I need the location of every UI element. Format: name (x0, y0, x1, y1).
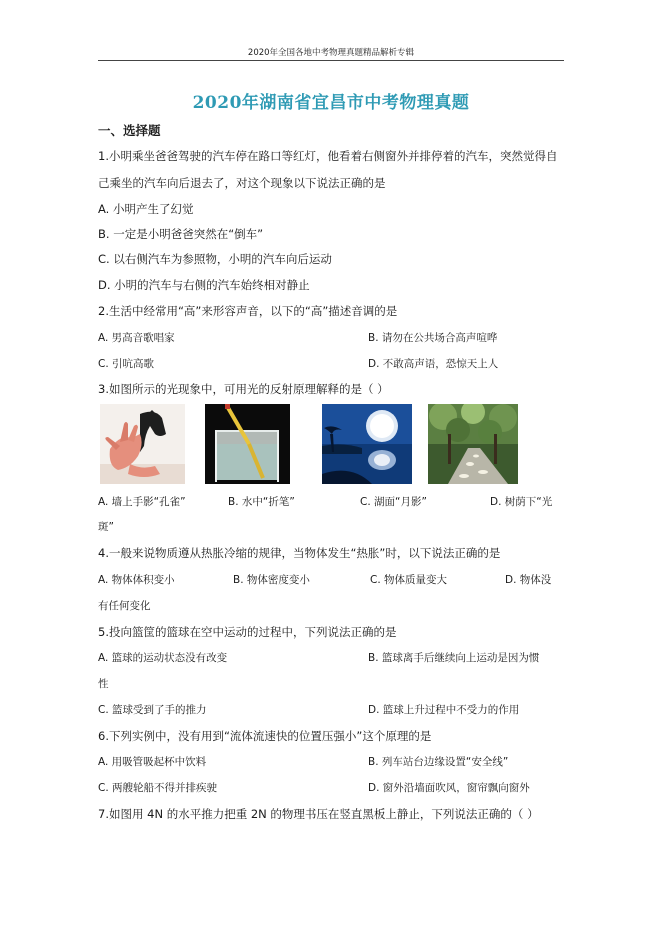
q3-option-b: B. 水中“折笔” (228, 496, 295, 508)
q3-stem: 3.如图所示的光现象中，可用光的反射原理解释的是（ ） (98, 382, 389, 396)
q6-option-a: A. 用吸管吸起杯中饮料 (98, 756, 207, 768)
q5-stem: 5.投向篮筐的篮球在空中运动的过程中，下列说法正确的是 (98, 625, 397, 639)
hand-shadow-image (100, 404, 185, 484)
q7-stem: 7.如图用 4N 的水平推力把重 2N 的物理书压在竖直黑板上静止，下列说法正确的（ ） (98, 807, 539, 821)
tree-shade-light-spots-image (428, 404, 518, 484)
q6-option-d: D. 窗外沿墙面吹风，窗帘飘向窗外 (368, 782, 530, 794)
q4-option-d-wrap: 有任何变化 (98, 600, 151, 612)
q3-option-d-wrap: 斑” (98, 521, 114, 533)
q5-option-c: C. 篮球受到了手的推力 (98, 704, 207, 716)
q6-stem: 6.下列实例中，没有用到“流体流速快的位置压强小”这个原理的是 (98, 729, 432, 743)
q1-option-c: C. 以右侧汽车为参照物，小明的汽车向后运动 (98, 252, 332, 266)
q4-option-b: B. 物体密度变小 (233, 574, 310, 586)
q1-stem-line2: 己乘坐的汽车向后退去了，对这个现象以下说法正确的是 (98, 176, 386, 190)
document-title: 2020年湖南省宜昌市中考物理真题 (192, 93, 470, 113)
q2-option-d: D. 不敢高声语，恐惊天上人 (368, 358, 499, 370)
q4-option-a: A. 物体体积变小 (98, 574, 175, 586)
q1-option-d: D. 小明的汽车与右侧的汽车始终相对静止 (98, 278, 310, 292)
page-header: 2020年全国各地中考物理真题精品解析专辑 (247, 48, 415, 58)
q5-option-b: B. 篮球离手后继续向上运动是因为惯 (368, 652, 540, 664)
q5-option-b-wrap: 性 (98, 678, 109, 690)
q6-option-b: B. 列车站台边缘设置“安全线” (368, 756, 509, 768)
q3-option-c: C. 湖面“月影” (360, 496, 427, 508)
q2-option-b: B. 请勿在公共场合高声喧哗 (368, 332, 498, 344)
q1-option-a: A. 小明产生了幻觉 (98, 202, 194, 216)
q1-stem-line1: 1.小明乘坐爸爸驾驶的汽车停在路口等红灯，他看着右侧窗外并排停着的汽车，突然觉得自 (98, 149, 558, 163)
section-heading: 一、选择题 (98, 123, 161, 138)
header-divider (98, 60, 564, 61)
q4-option-c: C. 物体质量变大 (370, 574, 448, 586)
q4-stem: 4.一般来说物质遵从热胀冷缩的规律，当物体发生“热胀”时，以下说法正确的是 (98, 546, 501, 560)
q2-option-c: C. 引吭高歌 (98, 358, 155, 370)
q4-option-d: D. 物体没 (505, 574, 552, 586)
q5-option-a: A. 篮球的运动状态没有改变 (98, 652, 228, 664)
q3-option-d: D. 树荫下“光 (490, 496, 553, 508)
lake-moon-reflection-image (322, 404, 412, 484)
q3-option-a: A. 墙上手影“孔雀” (98, 496, 186, 508)
q6-option-c: C. 两艘轮船不得并排疾驶 (98, 782, 218, 794)
q2-option-a: A. 男高音歌唱家 (98, 332, 175, 344)
q5-option-d: D. 篮球上升过程中不受力的作用 (368, 704, 520, 716)
q1-option-b: B. 一定是小明爸爸突然在“倒车” (98, 227, 264, 241)
pencil-in-water-image (205, 404, 290, 484)
q2-stem: 2.生活中经常用“高”来形容声音，以下的“高”描述音调的是 (98, 304, 398, 318)
